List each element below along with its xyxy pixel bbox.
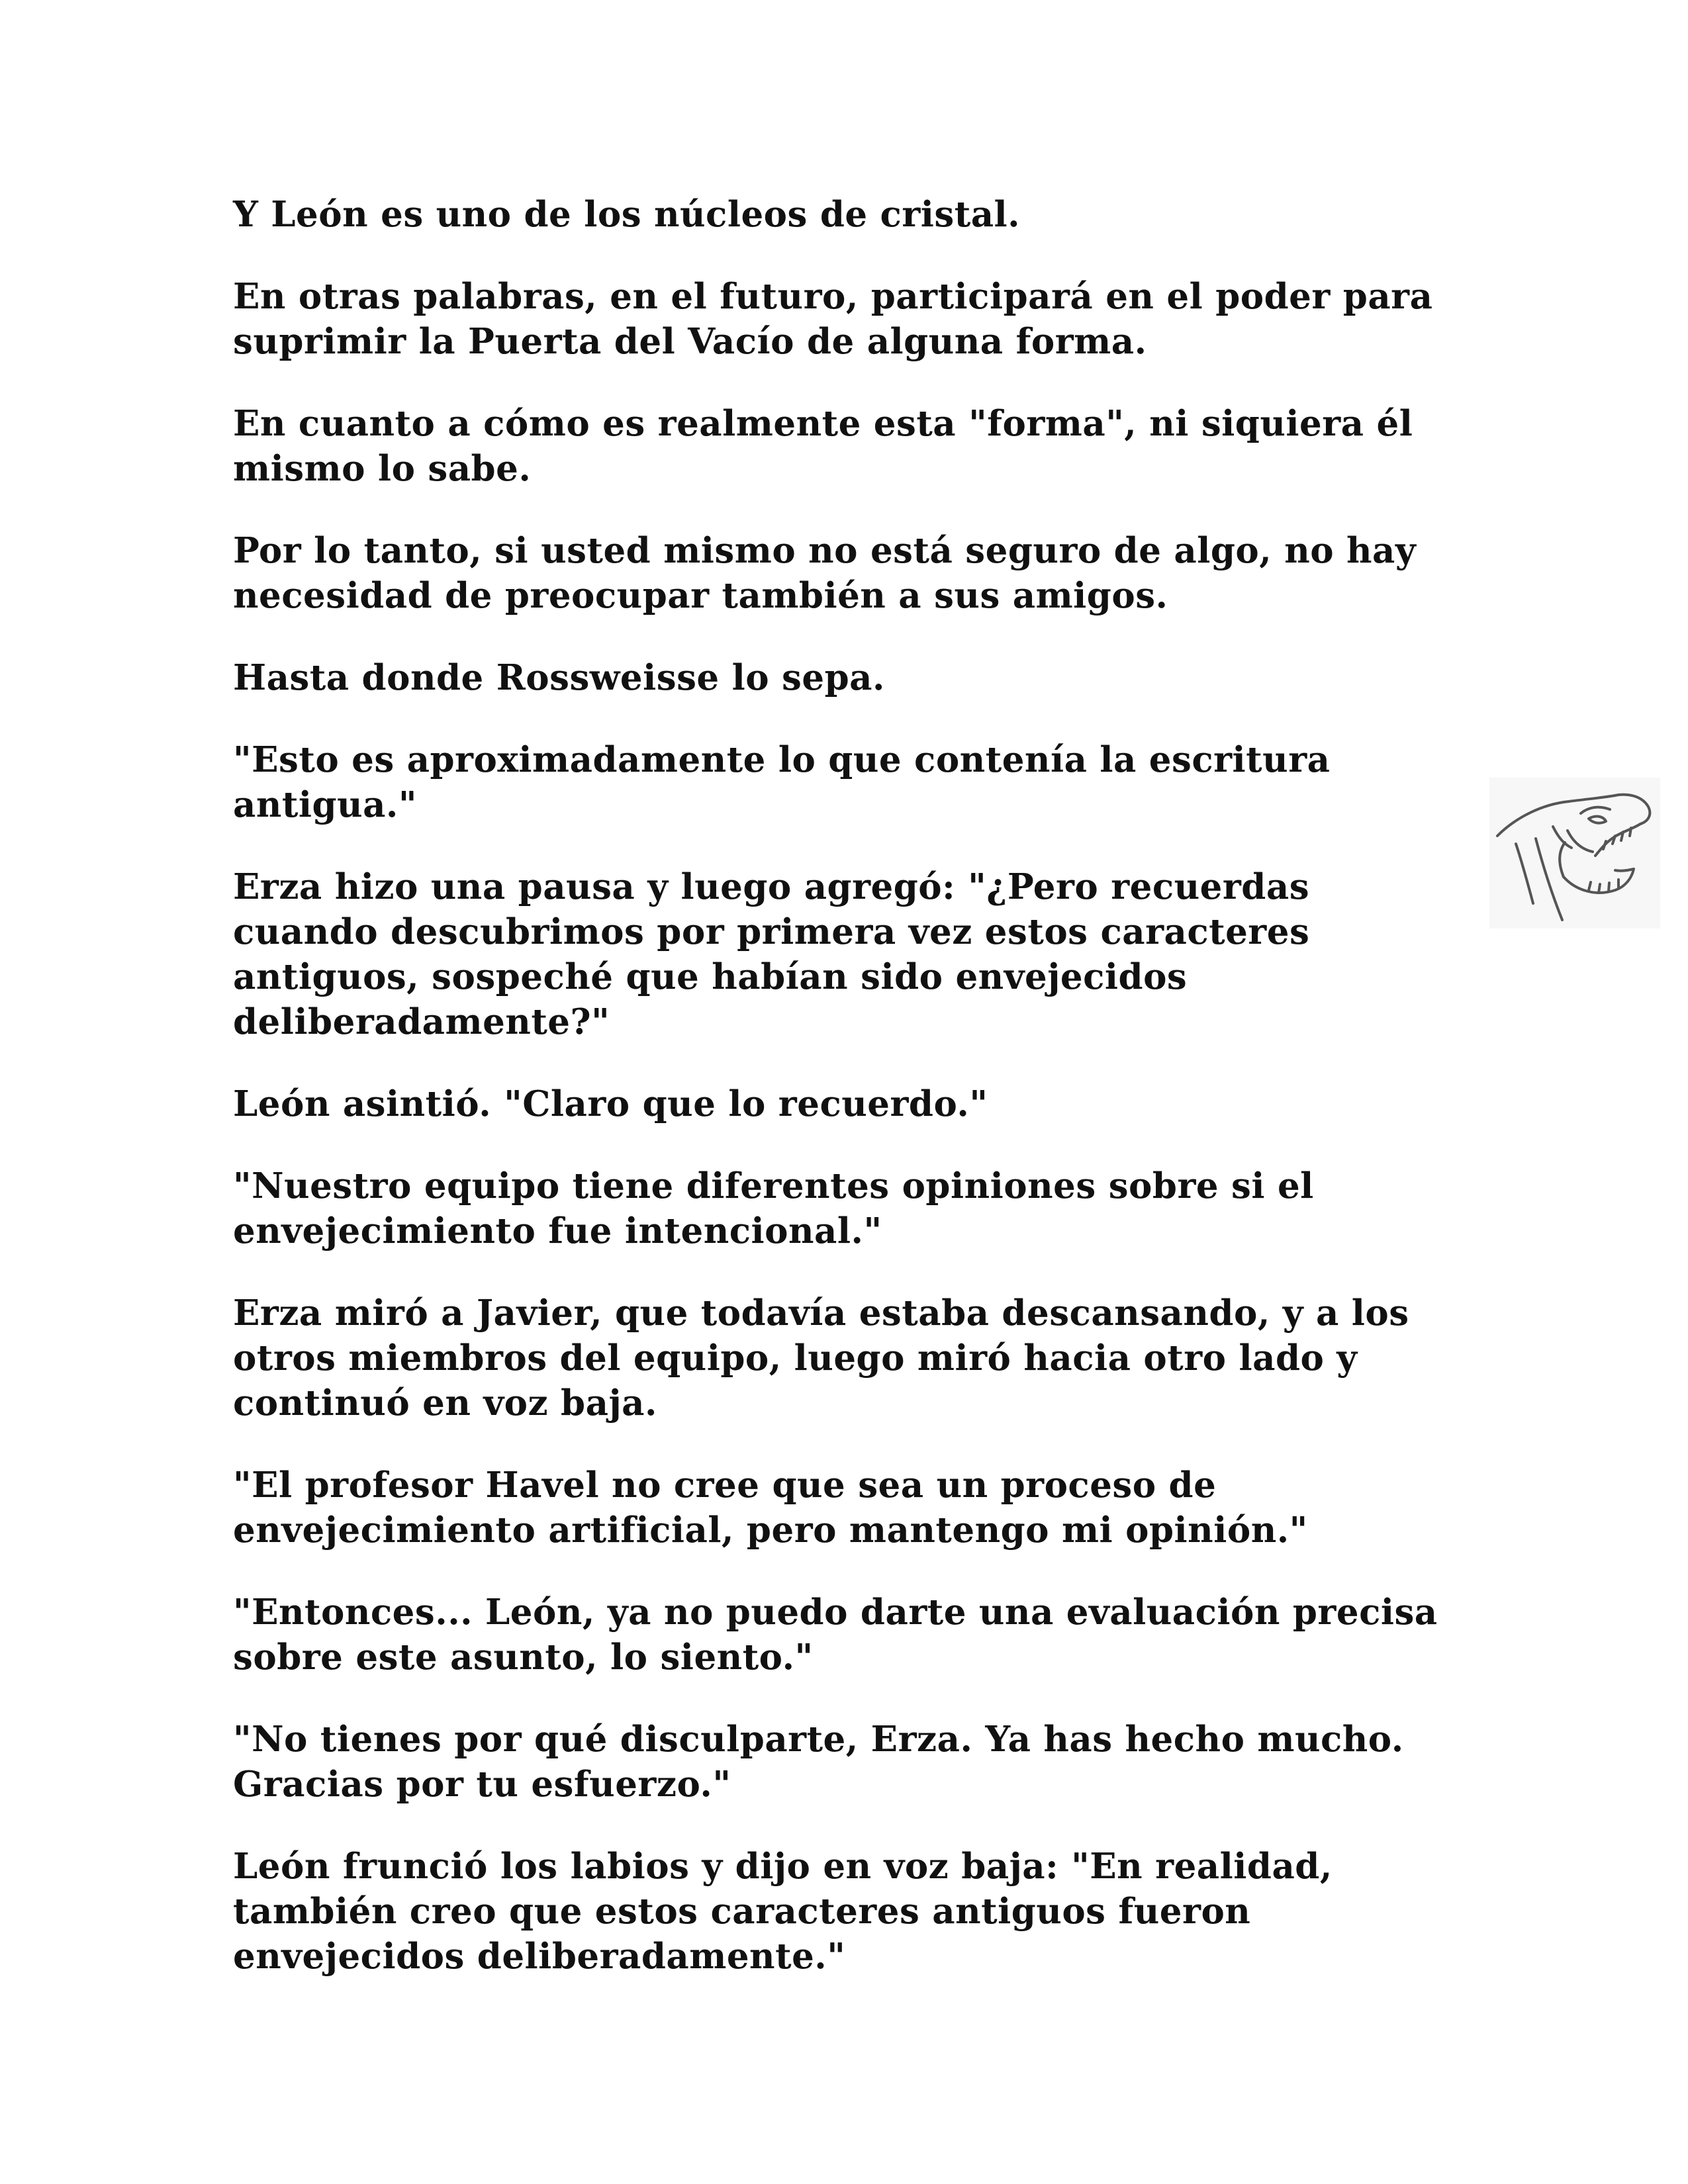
paragraph: "El profesor Havel no cree que sea un proceso de envejecimiento artificial, pero mantengo mi opinión.": [233, 1465, 1308, 1551]
paragraph: León asintió. "Claro que lo recuerdo.": [233, 1083, 988, 1124]
paragraph: "Nuestro equipo tiene diferentes opiniones sobre si el envejecimiento fue intencional.": [233, 1165, 1314, 1251]
paragraph: "No tienes por qué disculparte, Erza. Ya has hecho mucho. Gracias por tu esfuerzo.": [233, 1719, 1404, 1805]
paragraph: Y León es uno de los núcleos de cristal.: [233, 194, 1021, 235]
paragraph: Hasta donde Rossweisse lo sepa.: [233, 657, 885, 698]
paragraph: Por lo tanto, si usted mismo no está seguro de algo, no hay necesidad de preocupar también a sus amigos.: [233, 530, 1417, 616]
paragraph: "Entonces... León, ya no puedo darte una evaluación precisa sobre este asunto, lo siento.": [233, 1592, 1438, 1678]
paragraph: Erza hizo una pausa y luego agregó: "¿Pero recuerdas cuando descubrimos por primera vez estos caracteres antiguos, sospeché que habían sido envejecidos deliberadamente?": [233, 866, 1310, 1042]
paragraph: León frunció los labios y dijo en voz baja: "En realidad, también creo que estos caracteres antiguos fueron envejecidos deliberadamente.": [233, 1846, 1333, 1977]
dinosaur-head-icon: [1489, 778, 1660, 929]
paragraph: En cuanto a cómo es realmente esta "forma", ni siquiera él mismo lo sabe.: [233, 403, 1413, 489]
paragraph: En otras palabras, en el futuro, participará en el poder para suprimir la Puerta del Vacío de alguna forma.: [233, 276, 1433, 362]
paragraph: Erza miró a Javier, que todavía estaba descansando, y a los otros miembros del equipo, luego miró hacia otro lado y continuó en voz baja.: [233, 1293, 1409, 1424]
paragraph: "Esto es aproximadamente lo que contenía la escritura antigua.": [233, 739, 1331, 825]
body-text: [233, 192, 1464, 2016]
